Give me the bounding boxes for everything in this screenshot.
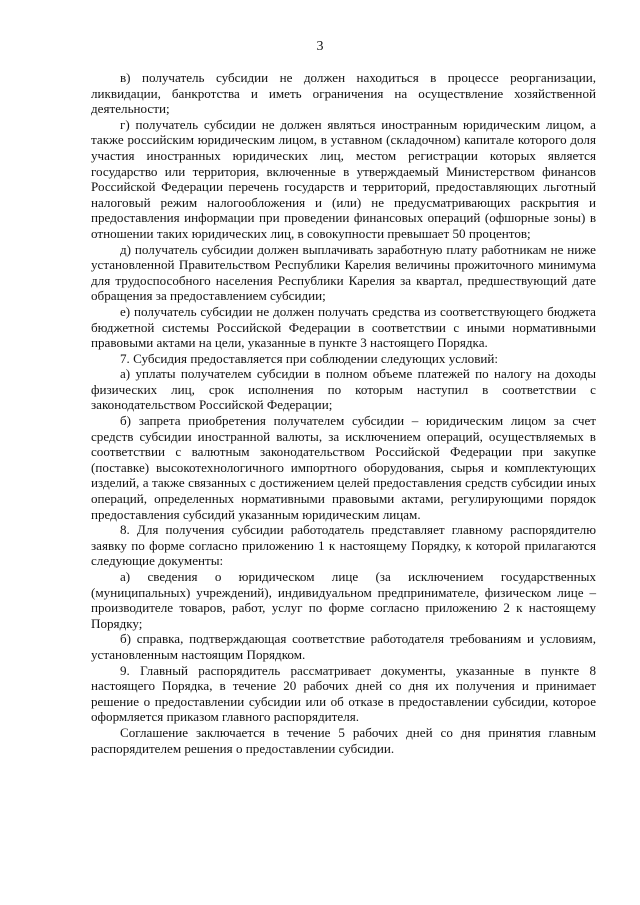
paragraph-item-9: 9. Главный распорядитель рассматривает документы, указанные в пункте 8 настоящего Порядка, в течение 20 рабочих дней со дня их получения и принимает решение о предоставлении субсидии или об отказе в предоставлении субсидии, которое оформляется приказом главного распорядителя. bbox=[91, 662, 596, 725]
paragraph-subpoint-d: д) получатель субсидии должен выплачивать заработную плату работникам не ниже установленной Правительством Республики Карелия величины прожиточного минимума для трудоспособного населения Республики Карелия за квартал, предшествующий дате обращения за предоставлением субсидии; bbox=[91, 241, 596, 304]
document-body bbox=[91, 70, 596, 756]
paragraph-agreement: Соглашение заключается в течение 5 рабочих дней со дня принятия главным распорядителем решения о предоставлении субсидии. bbox=[91, 724, 596, 756]
paragraph-subpoint-v: в) получатель субсидии не должен находиться в процессе реорганизации, ликвидации, банкротства и иметь ограничения на осуществление хозяйственной деятельности; bbox=[91, 70, 596, 117]
paragraph-subpoint-e: е) получатель субсидии не должен получать средства из соответствующего бюджета бюджетной системы Российской Федерации в соответствии с иными нормативными правовыми актами на цели, указанные в пункте 3 настоящего Порядка. bbox=[91, 303, 596, 351]
paragraph-item-7-a: а) уплаты получателем субсидии в полном объеме платежей по налогу на доходы физических лиц, срок исполнения по которым наступил в соответствии с законодательством Российской Федерации; bbox=[91, 366, 596, 413]
paragraph-item-7-b: б) запрета приобретения получателем субсидии – юридическим лицом за счет средств субсидии иностранной валюты, за исключением операций, осуществляемых в соответствии с валютным законодательством Российской Федерации при закупке (поставке) высокотехнологичного импортного оборудования, сырья и комплектующих изделий, а также связанных с достижением целей предоставления средств субсидии иных операций, определенных нормативными правовыми актами, регулирующими порядок предоставления субсидий указанным юридическим лицам. bbox=[91, 413, 596, 522]
page-number: 3 bbox=[316, 39, 324, 54]
paragraph-item-8-a: а) сведения о юридическом лице (за исключением государственных (муниципальных) учреждений), индивидуальном предпринимателе, физическом лице – производителе товаров, работ, услуг по форме согласно приложению 2 к настоящему Порядку; bbox=[91, 569, 596, 631]
paragraph-item-8: 8. Для получения субсидии работодатель представляет главному распорядителю заявку по форме согласно приложению 1 к настоящему Порядку, к которой прилагаются следующие документы: bbox=[91, 522, 596, 569]
paragraph-item-8-b: б) справка, подтверждающая соответствие работодателя требованиям и условиям, установленным настоящим Порядком. bbox=[91, 631, 596, 662]
paragraph-item-7: 7. Субсидия предоставляется при соблюдении следующих условий: bbox=[120, 350, 499, 366]
paragraph-subpoint-g: г) получатель субсидии не должен являться иностранным юридическим лицом, а также российским юридическим лицом, в уставном (складочном) капитале которого доля участия иностранных юридических лиц, местом регистрации которых является государство или территория, включенные в утверждаемый Министерством финансов Российской Федерации перечень государств и территорий, предоставляющих льготный налоговый режим налогообложения и (или) не предусматривающих раскрытия и предоставления информации при проведении финансовых операций (офшорные зоны) в отношении таких юридических лиц, в совокупности превышает 50 процентов; bbox=[91, 116, 596, 241]
